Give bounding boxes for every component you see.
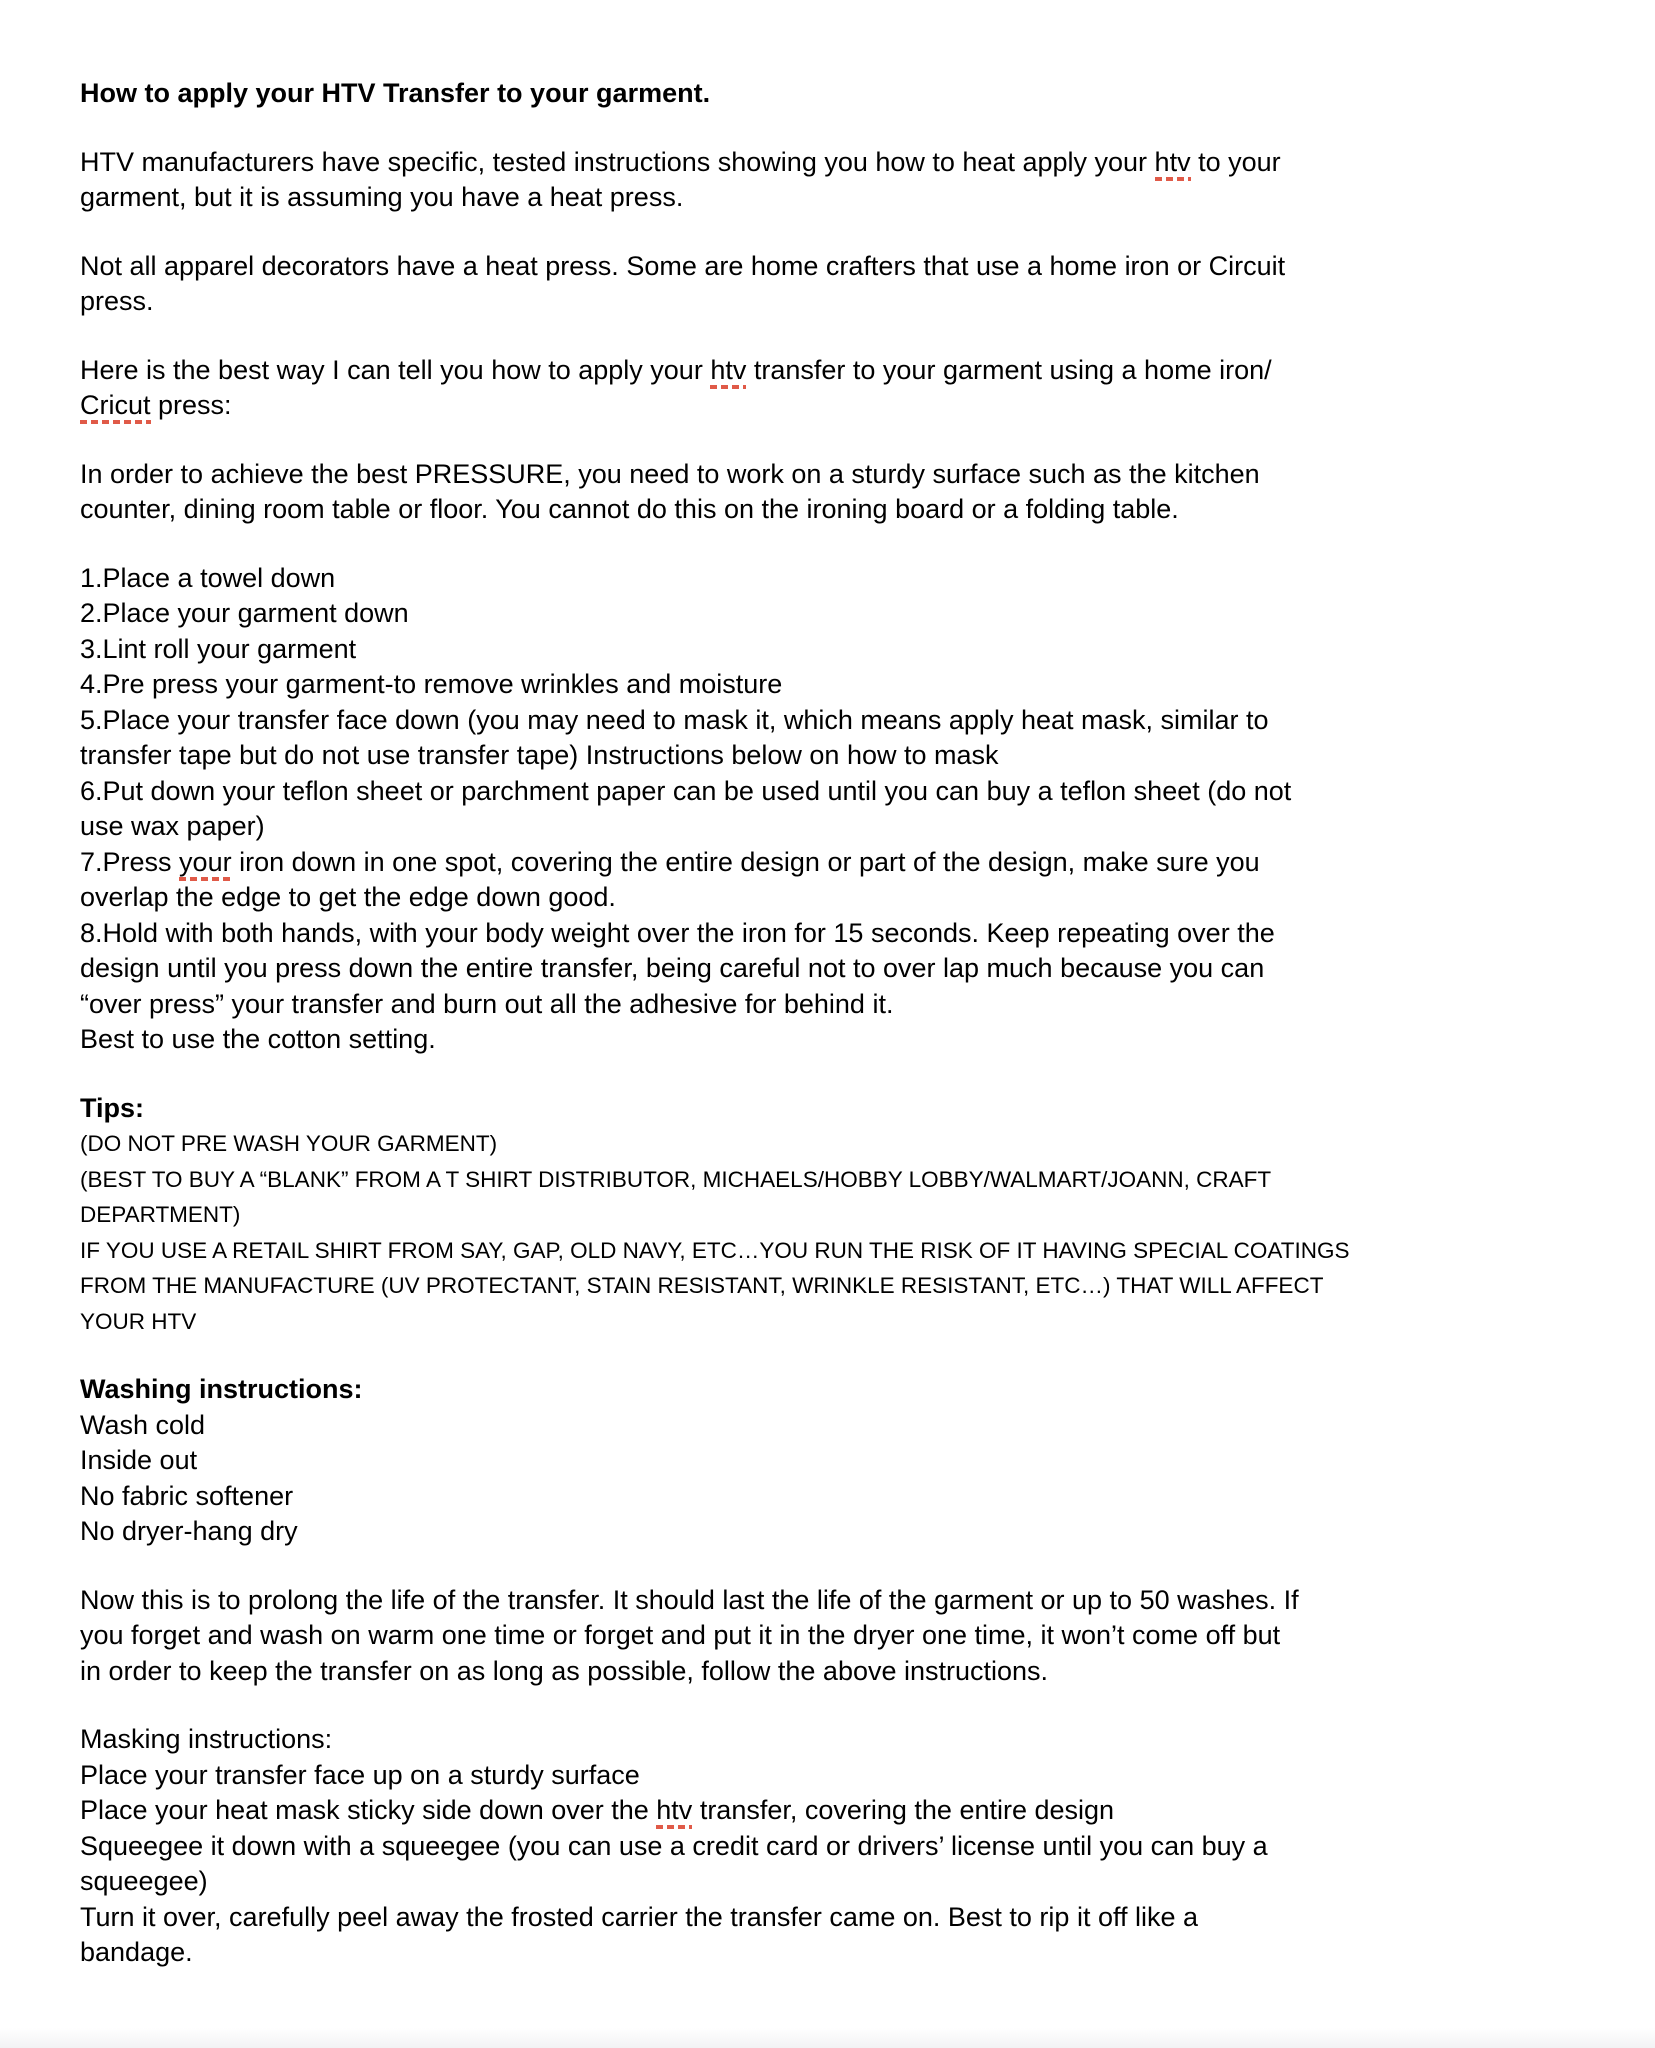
tips-heading: Tips: [80,1092,145,1123]
spellcheck-word: htv [1155,147,1191,181]
text-line: in order to keep the transfer on as long as possible, follow the above instructions. [80,1655,1049,1686]
page-title: How to apply your HTV Transfer to your garment. [80,78,711,108]
text-line: press. [80,286,154,316]
tips-line: (BEST TO BUY A “BLANK” FROM A T SHIRT DISTRIBUTOR, MICHAELS/HOBBY LOBBY/WALMART/JOANN, CRAFT [80,1166,1272,1192]
text-line [80,353,1600,389]
text-segment: transfer, covering the entire design [692,1795,1115,1825]
blank-line [80,216,1600,249]
tips-line: YOUR HTV [80,1308,197,1334]
spellcheck-word: your [179,847,232,881]
masking-line: bandage. [80,1937,193,1967]
list-item: use wax paper) [80,811,265,841]
list-item: design until you press down the entire transfer, being careful not to over lap much because you can [80,953,1265,983]
text-line [80,145,1600,181]
masking-line: Turn it over, carefully peel away the frosted carrier the transfer came on. Best to rip it off like a [80,1901,1199,1932]
masking-line: Place your transfer face up on a sturdy surface [80,1759,640,1790]
text-line [80,388,1600,424]
washing-line: Inside out [80,1445,198,1475]
masking-line: Squeegee it down with a squeegee (you can use a credit card or drivers’ license until you can buy a [80,1830,1268,1861]
blank-line [80,528,1600,561]
text-segment: HTV manufacturers have specific, tested instructions showing you how to heat apply your [80,146,1155,177]
text-line: Not all apparel decorators have a heat press. Some are home crafters that use a home iron or Circuit [80,250,1286,281]
list-item: transfer tape but do not use transfer tape) Instructions below on how to mask [80,740,999,770]
list-item: overlap the edge to get the edge down good. [80,882,616,912]
text-segment: press: [150,390,232,420]
spellcheck-word: Cricut [80,390,151,424]
blank-line [80,1689,1600,1722]
text-segment: Here is the best way I can tell you how to apply your [80,354,711,385]
tips-line: DEPARTMENT) [80,1202,241,1227]
list-item: “over press” your transfer and burn out all the adhesive for behind it. [80,988,894,1019]
text-segment: transfer to your garment using a home iron/ [746,354,1272,385]
list-item: Best to use the cotton setting. [80,1024,436,1054]
bottom-edge-strip [0,2028,1655,2048]
text-line: counter, dining room table or floor. You cannot do this on the ironing board or a folding table. [80,494,1179,524]
list-item [80,845,1600,881]
text-segment: to your [1190,146,1281,177]
text-line: In order to achieve the best PRESSURE, you need to work on a sturdy surface such as the kitchen [80,458,1260,489]
washing-line: Wash cold [80,1409,206,1440]
masking-line: squeegee) [80,1866,208,1896]
list-item: 1.Place a towel down [80,562,336,593]
text-line: garment, but it is assuming you have a heat press. [80,182,684,212]
list-item: 5.Place your transfer face down (you may need to mask it, which means apply heat mask, similar to [80,704,1269,735]
blank-line [80,320,1600,353]
list-item: 6.Put down your teflon sheet or parchment paper can be used until you can buy a teflon sheet (do not [80,775,1292,806]
text-segment: 7.Press [80,846,180,877]
list-item: 8.Hold with both hands, with your body weight over the iron for 15 seconds. Keep repeating over the [80,917,1275,948]
washing-line: No fabric softener [80,1480,294,1511]
tips-line: IF YOU USE A RETAIL SHIRT FROM SAY, GAP, OLD NAVY, ETC…YOU RUN THE RISK OF IT HAVING SPECIAL COATINGS [80,1237,1350,1263]
blank-line [80,1339,1600,1372]
masking-heading: Masking instructions: [80,1724,333,1754]
text-segment: Place your heat mask sticky side down over the [80,1795,657,1825]
text-line: Now this is to prolong the life of the transfer. It should last the life of the garment or up to 50 washes. If [80,1584,1299,1615]
spellcheck-word: htv [710,355,746,389]
list-item: 4.Pre press your garment-to remove wrinkles and moisture [80,669,783,699]
list-item: 2.Place your garment down [80,598,409,628]
blank-line [80,112,1600,145]
spellcheck-word: htv [656,1795,692,1829]
tips-line: FROM THE MANUFACTURE (UV PROTECTANT, STAIN RESISTANT, WRINKLE RESISTANT, ETC…) THAT WILL AFFECT [80,1273,1324,1298]
list-item: 3.Lint roll your garment [80,633,357,664]
text-line: you forget and wash on warm one time or forget and put it in the dryer one time, it won’t come off but [80,1620,1281,1650]
blank-line [80,1058,1600,1091]
tips-line: (DO NOT PRE WASH YOUR GARMENT) [80,1131,498,1156]
masking-line [80,1793,1600,1829]
washing-heading: Washing instructions: [80,1374,363,1404]
blank-line [80,1550,1600,1583]
washing-line: No dryer-hang dry [80,1516,298,1546]
blank-line [80,424,1600,457]
text-segment: iron down in one spot, covering the entire design or part of the design, make sure you [231,846,1260,877]
